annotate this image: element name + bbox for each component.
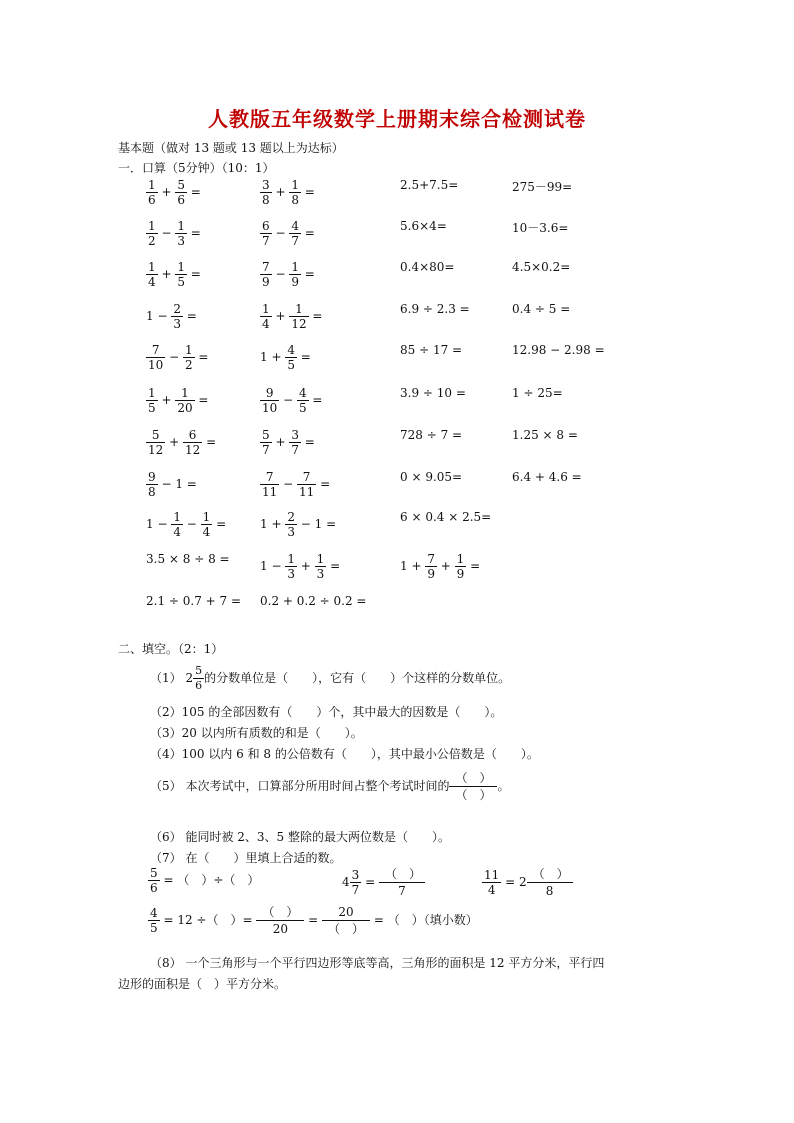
question-7d: $\frac{4}{5}$ = 12 ÷（ ）= $\frac{( )}{20}$ = $\frac{20}{( )}$ = （ ）（填小数） (150, 905, 478, 936)
oral-problem: $\frac{5}{12}$ + $\frac{6}{12}$ = (148, 428, 217, 457)
fraction: $\frac{1}{20}$ (177, 386, 193, 415)
oral-problem: 3.5 × 8 ÷ 8 = (146, 552, 230, 566)
fraction: $\frac{1}{9}$ (291, 260, 299, 289)
subtitle: 基本题（做对 13 题或 13 题以上为达标） (118, 141, 344, 155)
fraction: $\frac{7}{11}$ (298, 470, 315, 499)
oral-problem: 85 ÷ 17 = (400, 343, 463, 357)
oral-problem: 1 − $\frac{2}{3}$ = (146, 302, 197, 331)
oral-problem: 0.2 + 0.2 ÷ 0.2 = (260, 594, 367, 608)
oral-problem: $\frac{1}{4}$ + $\frac{1}{5}$ = (148, 260, 201, 289)
oral-problem: 2.5+7.5= (400, 178, 459, 192)
oral-problem: 12.98 − 2.98 = (512, 343, 605, 357)
fraction: $\frac{1}{4}$ (262, 302, 270, 331)
fraction: $\frac{5}{7}$ (262, 428, 270, 457)
fraction: $\frac{1}{5}$ (148, 386, 156, 415)
oral-problem: 6.4 + 4.6 = (512, 470, 582, 484)
question-5: （5） 本次考试中，口算部分所用时间占整个考试时间的 $\frac{( )}{( )}$ 。 (150, 771, 510, 802)
fraction: $\frac{2}{3}$ (173, 302, 181, 331)
question-2: （2）105 的全部因数有（ ）个，其中最大的因数是（ ）。 (150, 705, 503, 719)
question-1: （1） 2 $\frac{5}{6}$ 的分数单位是（ ），它有（ ）个这样的分数单位。 (150, 664, 511, 692)
fraction: $\frac{1}{12}$ (291, 302, 307, 331)
oral-problem: 728 ÷ 7 = (400, 428, 463, 442)
oral-problem: $\frac{1}{4}$ + $\frac{1}{12}$ = (262, 302, 323, 331)
fraction: $\frac{1}{4}$ (173, 510, 181, 539)
oral-problem: 6.9 ÷ 2.3 = (400, 302, 470, 316)
fraction: $\frac{1}{4}$ (202, 510, 211, 539)
fraction: $\frac{1}{8}$ (291, 178, 299, 207)
oral-problem: 6 × 0.4 × 2.5= (400, 510, 492, 524)
oral-problem: 1 − $\frac{1}{4}$ − $\frac{1}{4}$ = (146, 510, 227, 539)
question-7c: $\frac{11}{4}$ = 2 $\frac{( )}{8}$ (482, 866, 573, 899)
oral-problem: 10－3.6= (512, 221, 569, 235)
oral-problem: $\frac{9}{10}$ − $\frac{4}{5}$ = (262, 386, 323, 415)
fraction: $\frac{4}{5}$ (287, 343, 295, 372)
fraction: $\frac{1}{3}$ (177, 219, 185, 248)
fraction: $\frac{3}{8}$ (262, 178, 270, 207)
fraction: $\frac{6}{12}$ (184, 428, 201, 457)
fraction: $\frac{1}{2}$ (148, 219, 156, 248)
fraction: $\frac{7}{10}$ (148, 343, 164, 372)
fraction: $\frac{5}{6}$ (177, 178, 185, 207)
fraction: $\frac{9}{10}$ (262, 386, 278, 415)
question-4: （4）100 以内 6 和 8 的公倍数有（ ），其中最小公倍数是（ ）。 (150, 747, 539, 761)
question-7b: 4 $\frac{3}{7}$ = $\frac{( )}{7}$ (342, 866, 425, 899)
oral-problem: $\frac{5}{7}$ + $\frac{3}{7}$ = (262, 428, 315, 457)
oral-problem: $\frac{7}{11}$ − $\frac{7}{11}$ = (262, 470, 331, 499)
oral-problem: 2.1 ÷ 0.7 + 7 = (146, 594, 242, 608)
question-8-line2: 边形的面积是（ ）平方分米。 (118, 977, 287, 991)
oral-problem: 5.6×4= (400, 219, 447, 233)
fraction: $\frac{7}{9}$ (427, 552, 435, 581)
fraction: $\frac{1}{6}$ (148, 178, 156, 207)
oral-problem: 3.9 ÷ 10 = (400, 386, 466, 400)
fraction: $\frac{4}{5}$ (298, 386, 307, 415)
fraction: $\frac{6}{7}$ (262, 219, 270, 248)
oral-problem: $\frac{1}{2}$ − $\frac{1}{3}$ = (148, 219, 201, 248)
fraction: $\frac{1}{3}$ (316, 552, 325, 581)
question-6: （6） 能同时被 2、3、5 整除的最大两位数是（ ）。 (150, 830, 450, 844)
oral-problem: $\frac{1}{6}$ + $\frac{5}{6}$ = (148, 178, 201, 207)
fraction: $\frac{1}{9}$ (456, 552, 465, 581)
oral-problem: $\frac{3}{8}$ + $\frac{1}{8}$ = (262, 178, 315, 207)
question-7: （7） 在（ ）里填上合适的数。 (150, 851, 342, 865)
fraction: $\frac{5}{12}$ (148, 428, 164, 457)
oral-problem: $\frac{7}{9}$ − $\frac{1}{9}$ = (262, 260, 315, 289)
oral-problem: 0 × 9.05= (400, 470, 463, 484)
fraction: $\frac{1}{4}$ (148, 260, 156, 289)
oral-problem: 1.25 × 8 = (512, 428, 578, 442)
question-3: （3）20 以内所有质数的和是（ ）。 (150, 726, 363, 740)
oral-problem: $\frac{1}{5}$ + $\frac{1}{20}$ = (148, 386, 209, 415)
oral-problem: $\frac{6}{7}$ − $\frac{4}{7}$ = (262, 219, 315, 248)
fraction: $\frac{3}{7}$ (291, 428, 299, 457)
fraction: $\frac{4}{7}$ (291, 219, 299, 248)
oral-problem: 1 + $\frac{7}{9}$ + $\frac{1}{9}$ = (400, 552, 481, 581)
oral-problem: $\frac{9}{8}$ − 1 = (148, 470, 197, 499)
oral-problem: 275－99= (512, 180, 573, 194)
oral-problem: 1 + $\frac{4}{5}$ = (260, 343, 311, 372)
oral-problem: 1 ÷ 25= (512, 386, 563, 400)
question-7a: $\frac{5}{6}$ = （ ）÷（ ） (150, 866, 260, 895)
fraction: $\frac{1}{2}$ (184, 343, 193, 372)
oral-problem: 0.4×80= (400, 260, 455, 274)
fraction: $\frac{9}{8}$ (148, 470, 156, 499)
oral-problem: 0.4 ÷ 5 = (512, 302, 571, 316)
page-title: 人教版五年级数学上册期末综合检测试卷 (208, 107, 586, 131)
oral-problem: $\frac{7}{10}$ − $\frac{1}{2}$ = (148, 343, 209, 372)
fraction: $\frac{1}{5}$ (177, 260, 185, 289)
oral-problem: 1 − $\frac{1}{3}$ + $\frac{1}{3}$ = (260, 552, 341, 581)
section2-heading: 二、填空。（2：1） (118, 642, 224, 656)
fraction: $\frac{7}{9}$ (262, 260, 270, 289)
question-8-line1: （8） 一个三角形与一个平行四边形等底等高，三角形的面积是 12 平方分米，平行四 (150, 956, 605, 970)
oral-problem: 4.5×0.2= (512, 260, 571, 274)
fraction: $\frac{7}{11}$ (262, 470, 278, 499)
oral-problem: 1 + $\frac{2}{3}$ − 1 = (260, 510, 337, 539)
section1-heading: 一．口算（5分钟）（10：1） (118, 161, 275, 175)
fraction: $\frac{1}{3}$ (287, 552, 295, 581)
fraction: $\frac{2}{3}$ (287, 510, 295, 539)
